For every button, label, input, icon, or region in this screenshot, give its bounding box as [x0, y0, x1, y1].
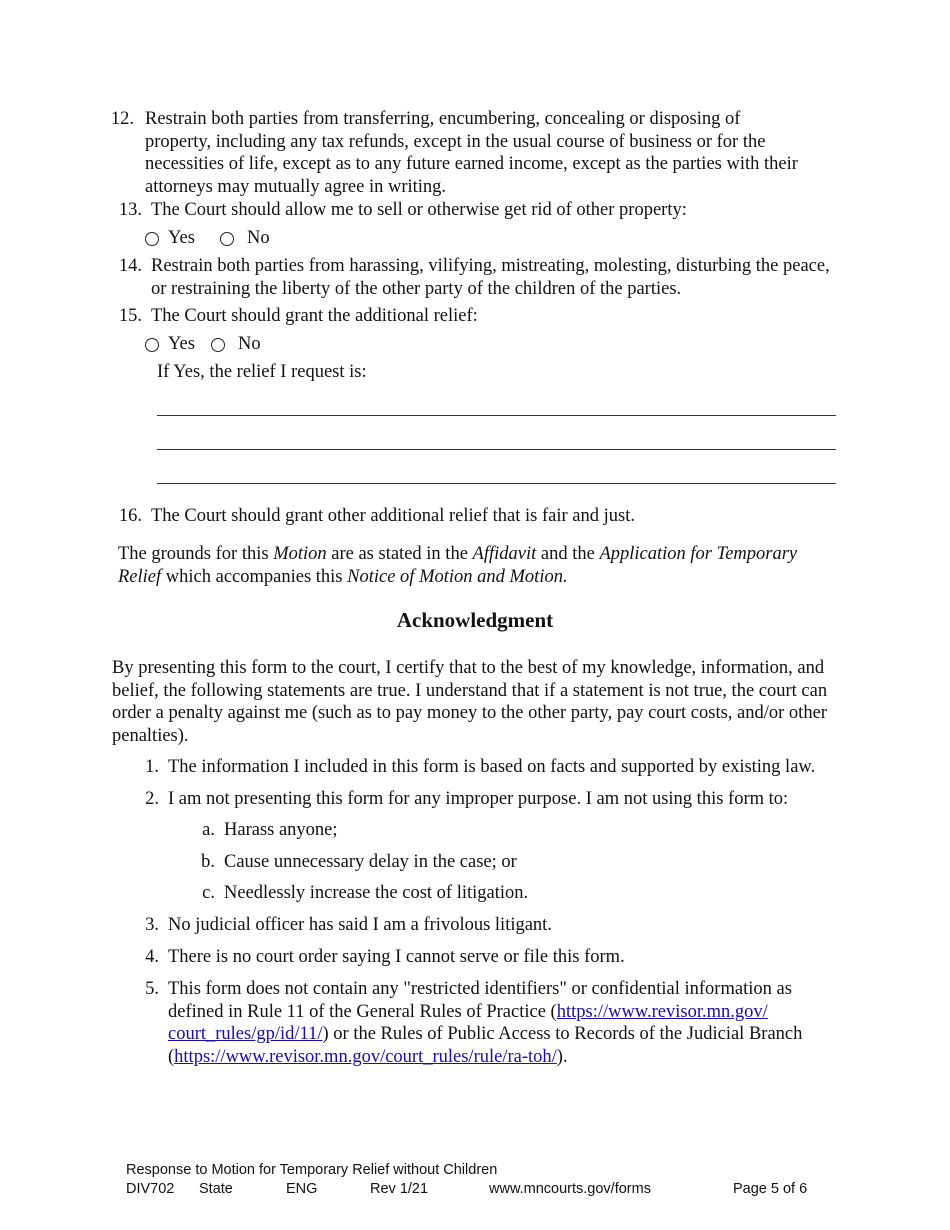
grounds-notice: Notice of Motion and Motion.: [347, 566, 568, 587]
ack-sub-a-letter: a.: [202, 820, 215, 840]
item-12-line-4: attorneys may mutually agree in writing.: [145, 176, 447, 197]
ack-statement-3-number: 3.: [145, 915, 159, 935]
footer-state: State: [199, 1181, 233, 1197]
grounds-text-1: The grounds for this: [118, 544, 274, 564]
item-13-yes-label: Yes: [168, 228, 195, 248]
item-16-number: 16.: [118, 506, 142, 526]
footer-revision: Rev 1/21: [370, 1181, 429, 1197]
item-16-text: The Court should grant other additional relief that is fair and just.: [151, 506, 635, 526]
item-15-yes-radio[interactable]: [145, 338, 159, 352]
ack-statement-5-number: 5.: [145, 979, 159, 999]
public-access-rules-link[interactable]: https://www.revisor.mn.gov/court_rules/rule/ra-toh/: [174, 1046, 557, 1067]
item-15-number: 15.: [118, 306, 142, 326]
relief-line-1[interactable]: [157, 415, 836, 416]
ack-statement-5-line-3: ) or the Rules of Public Access to Records of the Judicial Branch: [322, 1024, 803, 1044]
grounds-affidavit: Affidavit: [472, 544, 537, 564]
grounds-text-4: which accompanies this: [161, 566, 348, 587]
footer-form-id: DIV702: [126, 1181, 175, 1197]
ack-statement-4-text: There is no court order saying I cannot serve or file this form.: [168, 947, 625, 967]
item-15-no-radio[interactable]: [211, 338, 225, 352]
ack-sub-b-text: Cause unnecessary delay in the case; or: [224, 852, 517, 872]
item-14-line-1: Restrain both parties from harassing, vilifying, mistreating, molesting, disturbing the peace,: [151, 256, 830, 276]
footer-page-number: Page 5 of 6: [733, 1181, 808, 1197]
footer-website: www.mncourts.gov/forms: [489, 1181, 651, 1197]
ack-statement-1-number: 1.: [145, 757, 159, 777]
ack-statement-5-line-2: defined in Rule 11 of the General Rules of Practice (: [168, 1001, 557, 1022]
ack-sub-c-text: Needlessly increase the cost of litigation.: [224, 883, 529, 903]
relief-line-3[interactable]: [157, 483, 836, 484]
footer-language: ENG: [286, 1181, 318, 1197]
ack-sub-b-letter: b.: [201, 852, 215, 872]
ack-intro-line-2: belief, the following statements are true. I understand that if a statement is not true, the court can: [112, 680, 828, 701]
acknowledgment-title: Acknowledgment: [396, 608, 554, 632]
item-13-yes-radio[interactable]: [145, 232, 159, 246]
grounds-application: Application for Temporary: [599, 544, 798, 564]
item-13-no-radio[interactable]: [220, 232, 234, 246]
ack-statement-5-paren-close: ).: [556, 1046, 568, 1067]
ack-statement-2-text: I am not presenting this form for any improper purpose. I am not using this form to:: [168, 789, 789, 809]
ack-intro-line-3: order a penalty against me (such as to pay money to the other party, pay court costs, and/or other: [112, 703, 827, 723]
item-12-line-3: necessities of life, except as to any future earned income, except as the parties with their: [145, 154, 798, 174]
grounds-text-3: and the: [536, 544, 600, 564]
item-13-no-label: No: [247, 228, 270, 248]
ack-statement-5-line-1: This form does not contain any "restricted identifiers" or confidential information as: [168, 979, 792, 999]
item-12-number: 12.: [110, 109, 134, 129]
acknowledgment-intro: [112, 657, 827, 747]
item-13-number: 13.: [118, 200, 142, 220]
ack-intro-line-1: By presenting this form to the court, I certify that to the best of my knowledge, information, and: [112, 658, 825, 678]
item-13-text: The Court should allow me to sell or otherwise get rid of other property:: [151, 200, 687, 220]
item-15-text: The Court should grant the additional relief:: [151, 306, 478, 326]
grounds-relief: Relief: [118, 566, 162, 587]
item-15-relief-prompt: If Yes, the relief I request is:: [157, 362, 367, 382]
ack-statement-3-text: No judicial officer has said I am a frivolous litigant.: [168, 915, 552, 935]
rule-11-link-continued[interactable]: court_rules/gp/id/11/: [168, 1024, 323, 1044]
ack-sub-a-text: Harass anyone;: [224, 820, 338, 840]
item-15-yes-label: Yes: [168, 334, 195, 354]
item-14-number: 14.: [118, 256, 142, 276]
grounds-motion: Motion: [273, 544, 327, 564]
ack-sub-c-letter: c.: [202, 883, 215, 903]
item-12-line-1: Restrain both parties from transferring, encumbering, concealing or disposing of: [145, 109, 741, 129]
item-14-line-2: or restraining the liberty of the other party of the children of the parties.: [151, 278, 682, 299]
ack-intro-line-4: penalties).: [112, 725, 189, 746]
rule-11-link[interactable]: https://www.revisor.mn.gov/: [556, 1001, 768, 1022]
ack-statement-5-paren-open: (: [168, 1046, 175, 1067]
grounds-paragraph: [118, 543, 797, 588]
footer-form-title: Response to Motion for Temporary Relief without Children: [126, 1162, 498, 1178]
ack-statement-1-text: The information I included in this form is based on facts and supported by existing law.: [168, 757, 816, 777]
item-12-line-2: property, including any tax refunds, except in the usual course of business or for the: [145, 131, 766, 152]
item-15-no-label: No: [238, 334, 261, 354]
grounds-text-2: are as stated in the: [326, 544, 473, 564]
ack-statement-2-number: 2.: [145, 789, 159, 809]
relief-line-2[interactable]: [157, 449, 836, 450]
ack-statement-4-number: 4.: [145, 947, 159, 967]
